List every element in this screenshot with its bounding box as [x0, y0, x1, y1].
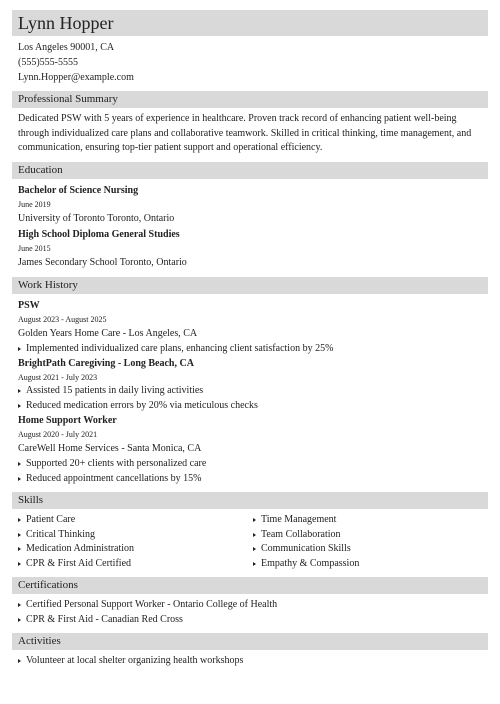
list-item: Patient Care [18, 513, 253, 528]
list-item: Certified Personal Support Worker - Ontario College of Health [18, 598, 488, 613]
list-item: Supported 20+ clients with personalized care [18, 457, 488, 472]
contact-email: Lynn.Hopper@example.com [18, 72, 134, 83]
skills-right-column [253, 513, 488, 571]
work-entry [18, 413, 488, 486]
list-item: Critical Thinking [18, 528, 253, 543]
skills-heading: Skills [12, 492, 488, 509]
skills-section [12, 509, 488, 571]
list-item: Communication Skills [253, 542, 488, 557]
list-item: Assisted 15 patients in daily living activities [18, 384, 488, 399]
education-entry [18, 227, 488, 271]
list-item: Empathy & Compassion [253, 557, 488, 572]
job-title: BrightPath Caregiving - Long Beach, CA [18, 358, 194, 369]
job-company: CareWell Home Services - Santa Monica, CA [18, 443, 202, 454]
contact-info [12, 36, 488, 85]
skills-left-column [18, 513, 253, 571]
work-history-heading: Work History [12, 277, 488, 294]
list-item: Reduced appointment cancellations by 15% [18, 472, 488, 487]
school-name: James Secondary School Toronto, Ontario [18, 256, 187, 268]
job-date: August 2021 - July 2023 [18, 373, 98, 382]
degree-date: June 2019 [18, 199, 51, 209]
activities-section [12, 650, 488, 669]
work-entry [18, 356, 488, 413]
job-company: Golden Years Home Care - Los Angeles, CA [18, 327, 198, 339]
activities-list [18, 654, 488, 669]
certifications-list [18, 598, 488, 627]
work-entry [18, 298, 488, 357]
degree-date: June 2015 [18, 243, 51, 253]
activities-heading: Activities [12, 633, 488, 650]
contact-phone: (555)555-5555 [18, 57, 78, 68]
job-date: August 2020 - July 2021 [18, 430, 98, 439]
degree-title: Bachelor of Science Nursing [18, 184, 139, 196]
job-title: PSW [18, 299, 40, 311]
work-history-section [12, 294, 488, 487]
job-date: August 2023 - August 2025 [18, 314, 107, 324]
degree-title: High School Diploma General Studies [18, 228, 180, 240]
list-item: CPR & First Aid - Canadian Red Cross [18, 613, 488, 628]
job-bullets [18, 457, 488, 486]
school-name: University of Toronto Toronto, Ontario [18, 212, 175, 224]
job-bullets [18, 342, 488, 357]
job-bullets [18, 384, 488, 413]
list-item: Time Management [253, 513, 488, 528]
education-section [12, 179, 488, 271]
education-entry [18, 183, 488, 227]
summary-text: Dedicated PSW with 5 years of experience in healthcare. Proven track record of enhancing patient well-being through individualized care plans and collaborative teamwork. Skilled in critical thinking, time management, and communication, ensuring top-tier patient support and operational efficiency. [18, 113, 472, 153]
list-item: Reduced medication errors by 20% via meticulous checks [18, 399, 488, 414]
list-item: CPR & First Aid Certified [18, 557, 253, 572]
certifications-section [12, 594, 488, 627]
summary-heading: Professional Summary [12, 91, 488, 108]
candidate-name: Lynn Hopper [12, 10, 488, 36]
list-item: Medication Administration [18, 542, 253, 557]
job-title: Home Support Worker [18, 415, 117, 426]
list-item: Team Collaboration [253, 528, 488, 543]
contact-location: Los Angeles 90001, CA [18, 42, 115, 53]
list-item: Implemented individualized care plans, enhancing client satisfaction by 25% [18, 342, 488, 357]
education-heading: Education [12, 162, 488, 179]
certifications-heading: Certifications [12, 577, 488, 594]
list-item: Volunteer at local shelter organizing health workshops [18, 654, 488, 669]
